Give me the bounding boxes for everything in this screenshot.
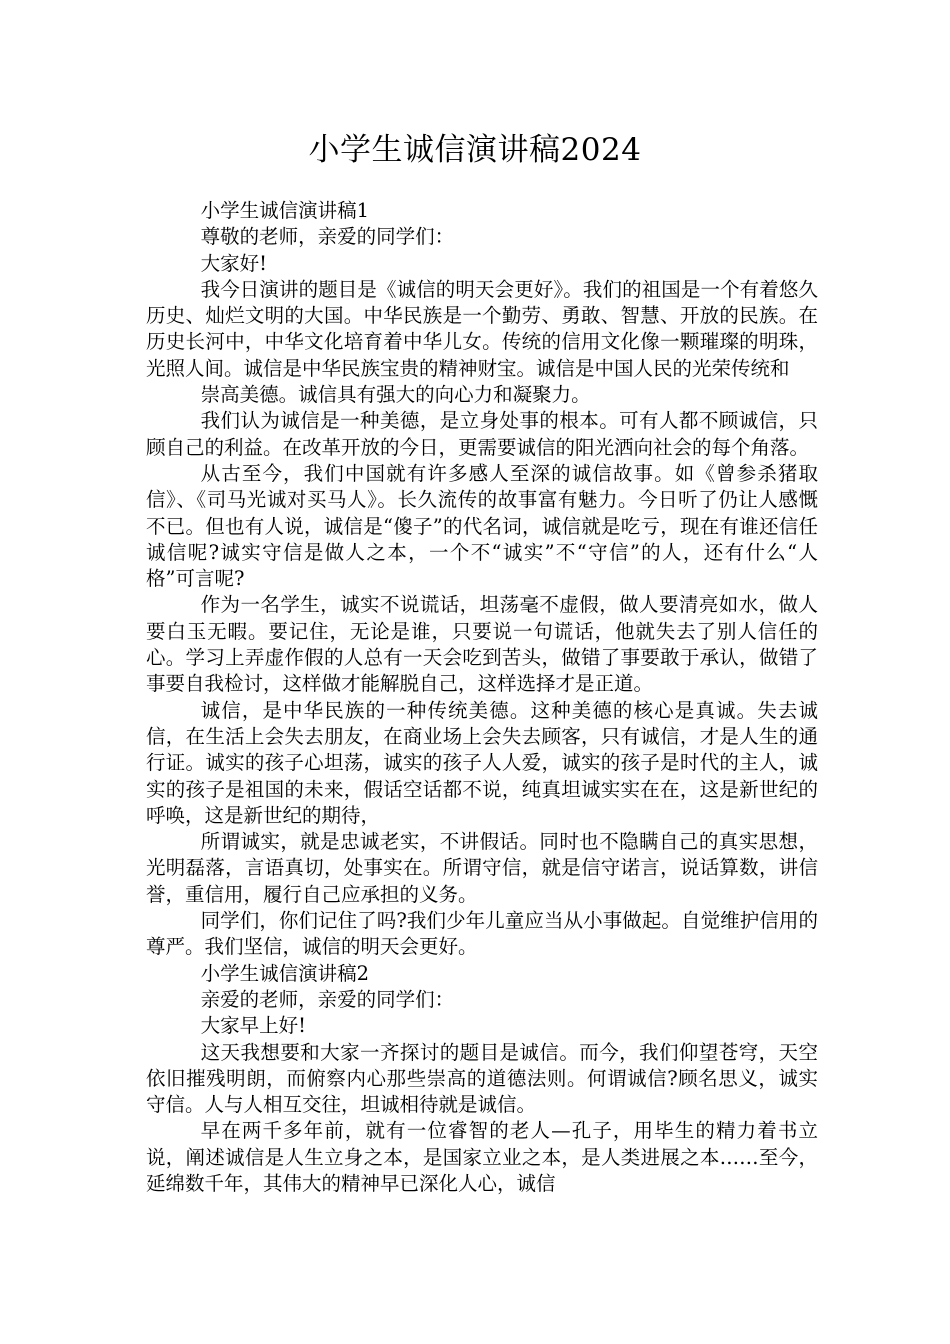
greeting: 大家早上好! — [200, 1014, 306, 1038]
greeting: 大家好! — [200, 251, 267, 275]
heading-speech-2: 小学生诚信演讲稿2 — [200, 961, 370, 985]
body-paragraph: 我今日演讲的题目是《诚信的明天会更好》。我们的祖国是一个有着悠久历史、灿烂文明的大国。中华民族是一个勤劳、勇敢、智慧、开放的民族。在历史长河中，中华文化培育着中华儿女。传统的信用文化像一颗璀璨的明珠，光照人间。诚信是中华民族宝贵的精神财宝。诚信是中国人民的光荣传统和 — [146, 277, 818, 380]
body-paragraph: 我们认为诚信是一种美德，是立身处事的根本。可有人都不顾诚信，只顾自己的利益。在改革开放的今日，更需要诚信的阳光洒向社会的每个角落。 — [146, 409, 818, 459]
document-body — [146, 198, 818, 1197]
body-paragraph: 这天我想要和大家一齐探讨的题目是诚信。而今，我们仰望苍穹，天空依旧摧残明朗，而俯察内心那些崇高的道德法则。何谓诚信?顾名思义，诚实守信。人与人相互交往，坦诚相待就是诚信。 — [146, 1040, 818, 1117]
body-paragraph: 作为一名学生，诚实不说谎话，坦荡毫不虚假，做人要清亮如水，做人要白玉无暇。要记住，无论是谁，只要说一句谎话，他就失去了别人信任的心。学习上弄虚作假的人总有一天会吃到苦头，做错了事要敢于承认，做错了事要自我检讨，这样做才能解脱自己，这样选择才是正道。 — [146, 593, 818, 696]
body-paragraph: 早在两千多年前，就有一位睿智的老人—孔子，用毕生的精力着书立说，阐述诚信是人生立身之本，是国家立业之本，是人类进展之本……至今，延绵数千年，其伟大的精神早已深化人心，诚信 — [146, 1119, 818, 1195]
heading-speech-1: 小学生诚信演讲稿1 — [200, 199, 370, 222]
body-paragraph: 崇高美德。诚信具有强大的向心力和凝聚力。 — [200, 383, 591, 407]
body-paragraph: 从古至今，我们中国就有许多感人至深的诚信故事。如《曾参杀猪取信》、《司马光诚对买马人》。长久流传的故事富有魅力。今日听了仍让人感慨不已。但也有人说，诚信是“傻子”的代名词，诚信就是吃亏，现在有谁还信任诚信呢?诚实守信是做人之本，一个不“诚实”不“守信”的人，还有什么“人格”可言呢? — [146, 461, 818, 591]
salutation: 亲爱的老师，亲爱的同学们： — [200, 987, 455, 1011]
document-title: 小学生诚信演讲稿2024 — [308, 132, 642, 168]
body-paragraph: 所谓诚实，就是忠诚老实，不讲假话。同时也不隐瞒自己的真实思想，光明磊落，言语真切，处事实在。所谓守信，就是信守诺言，说话算数，讲信誉，重信用，履行自己应承担的义务。 — [146, 830, 818, 906]
salutation: 尊敬的老师，亲爱的同学们： — [200, 225, 455, 249]
body-paragraph: 诚信，是中华民族的一种传统美德。这种美德的核心是真诚。失去诚信，在生活上会失去朋友，在商业场上会失去顾客，只有诚信，才是人生的通行证。诚实的孩子心坦荡，诚实的孩子人人爱，诚实的孩子是时代的主人，诚实的孩子是祖国的未来，假话空话都不说，纯真坦诚实实在在，这是新世纪的呼唤，这是新世纪的期待， — [146, 698, 818, 827]
body-paragraph: 同学们，你们记住了吗?我们少年儿童应当从小事做起。自觉维护信用的尊严。我们坚信，诚信的明天会更好。 — [146, 909, 818, 959]
